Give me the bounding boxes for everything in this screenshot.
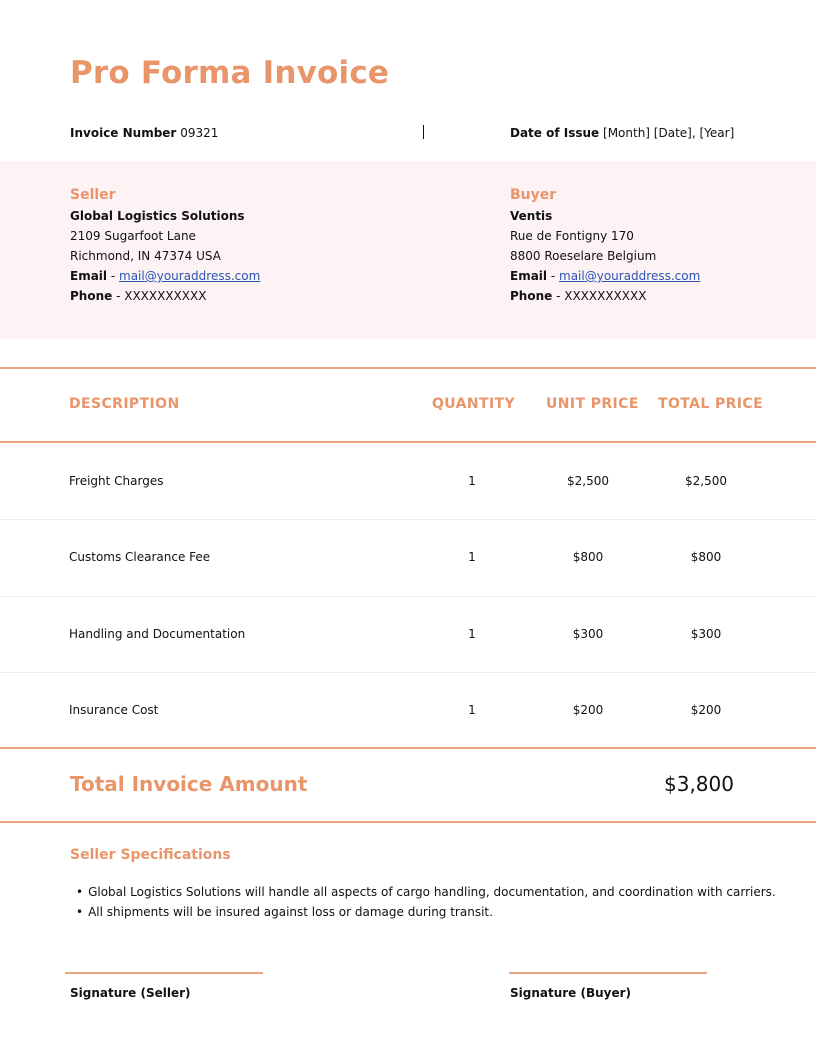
row-divider bbox=[0, 519, 816, 520]
table-top-rule bbox=[0, 367, 816, 369]
buyer-email-link[interactable]: mail@youraddress.com bbox=[559, 269, 701, 283]
buyer-phone-row: Phone - XXXXXXXXXX bbox=[510, 289, 647, 303]
row-2-unit-price: $800 bbox=[572, 550, 604, 564]
row-4-total-price: $200 bbox=[690, 703, 722, 717]
specifications-heading: Seller Specifications bbox=[70, 847, 231, 863]
seller-signature-label: Signature (Seller) bbox=[70, 986, 191, 1000]
row-1-total-price: $2,500 bbox=[685, 474, 727, 488]
buyer-name: Ventis bbox=[510, 209, 553, 223]
date-of-issue bbox=[510, 126, 734, 140]
row-3-unit-price: $300 bbox=[572, 627, 604, 641]
seller-phone: XXXXXXXXXX bbox=[124, 289, 207, 303]
date-of-issue-value: [Month] [Date], [Year] bbox=[603, 126, 735, 140]
total-value: $3,800 bbox=[664, 772, 734, 796]
seller-name: Global Logistics Solutions bbox=[70, 209, 245, 223]
meta-separator bbox=[423, 125, 424, 139]
row-2-description: Customs Clearance Fee bbox=[69, 550, 211, 564]
total-label: Total Invoice Amount bbox=[70, 772, 308, 796]
buyer-signature-label: Signature (Buyer) bbox=[510, 986, 632, 1000]
invoice-number-value: 09321 bbox=[180, 126, 219, 140]
row-divider bbox=[0, 596, 816, 597]
seller-block bbox=[70, 186, 400, 306]
row-divider bbox=[0, 672, 816, 673]
invoice-number-label: Invoice Number bbox=[70, 126, 177, 140]
row-2-quantity: 1 bbox=[468, 550, 476, 564]
table-bottom-rule bbox=[0, 747, 816, 749]
row-1-description: Freight Charges bbox=[69, 474, 164, 488]
row-4-unit-price: $200 bbox=[572, 703, 604, 717]
buyer-heading: Buyer bbox=[510, 187, 557, 203]
header-description: DESCRIPTION bbox=[69, 396, 180, 412]
buyer-email-label: Email bbox=[510, 269, 548, 283]
date-of-issue-label: Date of Issue bbox=[510, 126, 600, 140]
seller-email-label: Email bbox=[70, 269, 108, 283]
buyer-block bbox=[510, 186, 816, 306]
specification-item: • All shipments will be insured against loss or damage during transit. bbox=[76, 902, 776, 922]
row-3-total-price: $300 bbox=[690, 627, 722, 641]
buyer-email-row: Email - mail@youraddress.com bbox=[510, 269, 701, 283]
buyer-address-line1: Rue de Fontigny 170 bbox=[510, 229, 634, 243]
row-2-total-price: $800 bbox=[690, 550, 722, 564]
header-unit-price: UNIT PRICE bbox=[546, 396, 639, 412]
buyer-phone: XXXXXXXXXX bbox=[564, 289, 647, 303]
specification-item: • Global Logistics Solutions will handle all aspects of cargo handling, documentation, and coordination with carriers. bbox=[76, 882, 776, 902]
total-rule bbox=[0, 821, 816, 823]
buyer-signature-line bbox=[509, 972, 707, 974]
row-1-quantity: 1 bbox=[468, 474, 476, 488]
seller-address-line1: 2109 Sugarfoot Lane bbox=[70, 229, 196, 243]
invoice-number bbox=[70, 126, 218, 140]
seller-email-link[interactable]: mail@youraddress.com bbox=[119, 269, 261, 283]
header-total-price: TOTAL PRICE bbox=[658, 396, 764, 412]
seller-heading: Seller bbox=[70, 187, 116, 203]
row-3-quantity: 1 bbox=[468, 627, 476, 641]
row-1-unit-price: $2,500 bbox=[567, 474, 609, 488]
row-4-description: Insurance Cost bbox=[69, 703, 159, 717]
header-quantity: QUANTITY bbox=[432, 396, 516, 412]
table-header-rule bbox=[0, 441, 816, 443]
seller-signature-line bbox=[65, 972, 263, 974]
seller-phone-row: Phone - XXXXXXXXXX bbox=[70, 289, 207, 303]
seller-phone-label: Phone bbox=[70, 289, 113, 303]
buyer-phone-label: Phone bbox=[510, 289, 553, 303]
seller-email-row: Email - mail@youraddress.com bbox=[70, 269, 261, 283]
specifications-list bbox=[76, 882, 776, 922]
invoice-title: Pro Forma Invoice bbox=[70, 55, 390, 91]
buyer-address-line2: 8800 Roeselare Belgium bbox=[510, 249, 657, 263]
seller-address-line2: Richmond, IN 47374 USA bbox=[70, 249, 221, 263]
row-4-quantity: 1 bbox=[468, 703, 476, 717]
row-3-description: Handling and Documentation bbox=[69, 627, 246, 641]
